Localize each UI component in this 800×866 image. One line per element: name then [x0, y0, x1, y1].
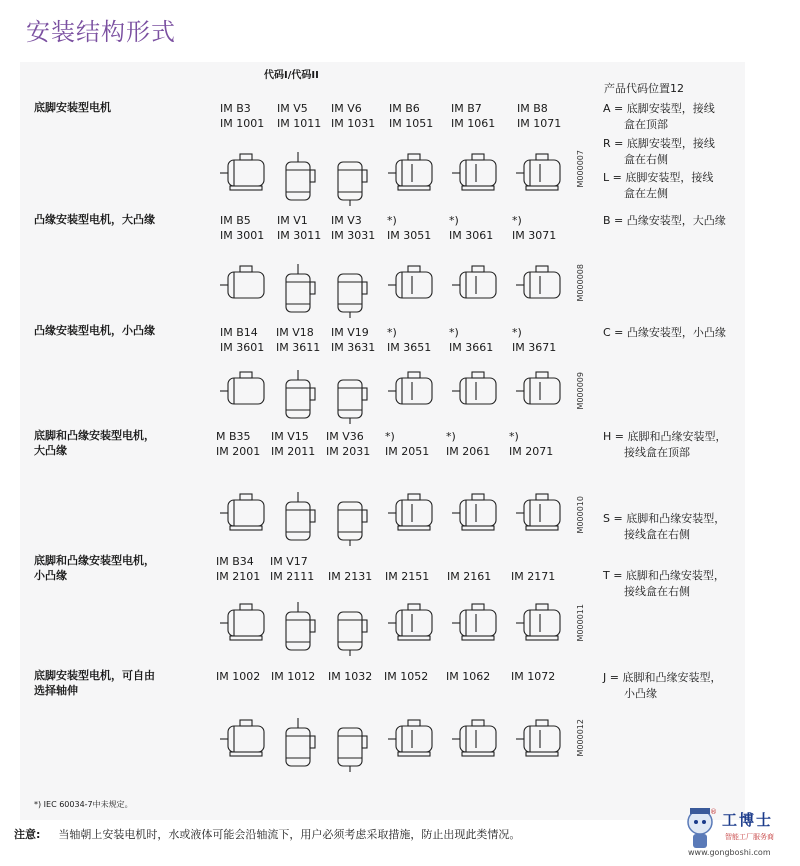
im-code: IM V17 IM 2111: [270, 555, 315, 583]
im-code: *) IM 3651: [387, 326, 432, 354]
note-text: 当轴朝上安装电机时，水或液体可能会沿轴流下，用户必须考虑采取措施，防止出现此类情况。: [58, 828, 521, 841]
code-description: A = 底脚安装型，接线 盒在顶部: [603, 102, 715, 131]
motor-drawing-icon: [278, 600, 318, 656]
motor-drawing-icon: [330, 600, 370, 656]
im-code: IM V3 IM 3031: [331, 214, 376, 242]
motor-drawing-icon: [514, 262, 568, 306]
im-code: IM 1012: [271, 670, 316, 683]
motor-drawing-icon: [514, 150, 568, 194]
motor-drawing-icon: [514, 368, 568, 412]
motor-drawing-icon: [330, 716, 370, 772]
code-description: C = 凸缘安装型，小凸缘: [603, 326, 726, 339]
motor-drawing-icon: [450, 150, 504, 194]
page-title: 安装结构形式: [26, 18, 176, 46]
figure-code: M000007: [576, 150, 585, 188]
im-code: IM V5 IM 1011: [277, 102, 322, 130]
motor-drawing-icon: [218, 716, 272, 760]
im-code: *) IM 3671: [512, 326, 557, 354]
motor-drawing-icon: [386, 150, 440, 194]
im-code: IM B14 IM 3601: [220, 326, 265, 354]
caution-note: [14, 826, 520, 842]
row-label: 底脚和凸缘安装型电机， 大凸缘: [34, 429, 155, 457]
im-code: IM B3 IM 1001: [220, 102, 265, 130]
im-code: *) IM 3061: [449, 214, 494, 242]
motor-drawing-icon: [386, 490, 440, 534]
motor-drawing-icon: [278, 262, 318, 318]
im-code: *) IM 2051: [385, 430, 430, 458]
im-code: IM 1002: [216, 670, 261, 683]
motor-drawing-icon: [278, 150, 318, 206]
motor-drawing-icon: [330, 262, 370, 318]
svg-text:®: ®: [710, 808, 717, 816]
figure-code: M000008: [576, 264, 585, 302]
im-code: IM 1052: [384, 670, 429, 683]
footnote: *) IEC 60034-7中未规定。: [34, 800, 133, 809]
code-description: H = 底脚和凸缘安装型， 接线盒在顶部: [603, 430, 727, 459]
motor-drawing-icon: [278, 716, 318, 772]
figure-code: M000009: [576, 372, 585, 410]
im-code: *) IM 2061: [446, 430, 491, 458]
logo-url: www.gongboshi.com: [688, 848, 771, 857]
im-code: IM B34 IM 2101: [216, 555, 261, 583]
motor-drawing-icon: [278, 368, 318, 424]
im-code: IM 2161: [447, 570, 492, 583]
motor-drawing-icon: [218, 600, 272, 644]
motor-drawing-icon: [514, 600, 568, 644]
motor-drawing-icon: [450, 368, 504, 412]
logo-name: 工博士: [722, 811, 774, 829]
motor-drawing-icon: [218, 368, 272, 412]
motor-drawing-icon: [450, 490, 504, 534]
im-code: M B35 IM 2001: [216, 430, 261, 458]
product-code-header: 产品代码位置12: [604, 82, 684, 95]
logo-tagline: 智能工厂服务商: [725, 833, 774, 841]
motor-drawing-icon: [386, 600, 440, 644]
row-label: 凸缘安装型电机，大凸缘: [34, 213, 155, 226]
row-label: 凸缘安装型电机，小凸缘: [34, 324, 155, 337]
row-label: 底脚安装型电机，可自由 选择轴伸: [34, 669, 155, 697]
motor-drawing-icon: [278, 490, 318, 546]
im-code: IM V1 IM 3011: [277, 214, 322, 242]
code-description: T = 底脚和凸缘安装型， 接线盒在右侧: [603, 569, 725, 598]
figure-code: M000011: [576, 604, 585, 642]
im-code: IM V15 IM 2011: [271, 430, 316, 458]
motor-drawing-icon: [218, 490, 272, 534]
row-label: 底脚安装型电机: [34, 101, 111, 114]
figure-code: M000012: [576, 719, 585, 757]
figure-code: M000010: [576, 496, 585, 534]
im-code: *) IM 3661: [449, 326, 494, 354]
im-code: IM V6 IM 1031: [331, 102, 376, 130]
motor-drawing-icon: [514, 490, 568, 534]
im-code: IM 2151: [385, 570, 430, 583]
code-column-header: 代码I/代码II: [264, 70, 319, 81]
code-description: B = 凸缘安装型，大凸缘: [603, 214, 726, 227]
motor-drawing-icon: [386, 368, 440, 412]
motor-drawing-icon: [330, 368, 370, 424]
motor-drawing-icon: [450, 716, 504, 760]
motor-drawing-icon: [218, 262, 272, 306]
im-code: IM 1062: [446, 670, 491, 683]
im-code: *) IM 3051: [387, 214, 432, 242]
motor-drawing-icon: [330, 150, 370, 206]
im-code: IM V18 IM 3611: [276, 326, 321, 354]
code-description: S = 底脚和凸缘安装型， 接线盒在右侧: [603, 512, 726, 541]
motor-drawing-icon: [386, 262, 440, 306]
code-description: R = 底脚安装型，接线 盒在右侧: [603, 137, 715, 166]
im-code: IM B5 IM 3001: [220, 214, 265, 242]
im-code: IM B6 IM 1051: [389, 102, 434, 130]
motor-drawing-icon: [450, 600, 504, 644]
motor-drawing-icon: [386, 716, 440, 760]
motor-drawing-icon: [514, 716, 568, 760]
im-code: *) IM 3071: [512, 214, 557, 242]
im-code: IM 1032: [328, 670, 373, 683]
row-label: 底脚和凸缘安装型电机， 小凸缘: [34, 554, 155, 582]
im-code: IM V19 IM 3631: [331, 326, 376, 354]
im-code: IM B8 IM 1071: [517, 102, 562, 130]
im-code: IM 1072: [511, 670, 556, 683]
im-code: *) IM 2071: [509, 430, 554, 458]
im-code: IM 2171: [511, 570, 556, 583]
im-code: IM V36 IM 2031: [326, 430, 371, 458]
code-description: L = 底脚安装型，接线 盒在左侧: [603, 171, 714, 200]
motor-drawing-icon: [218, 150, 272, 194]
note-label: 注意:: [14, 828, 41, 841]
im-code: IM 2131: [328, 570, 373, 583]
motor-drawing-icon: [330, 490, 370, 546]
im-code: IM B7 IM 1061: [451, 102, 496, 130]
motor-drawing-icon: [450, 262, 504, 306]
code-description: J = 底脚和凸缘安装型， 小凸缘: [603, 671, 722, 700]
